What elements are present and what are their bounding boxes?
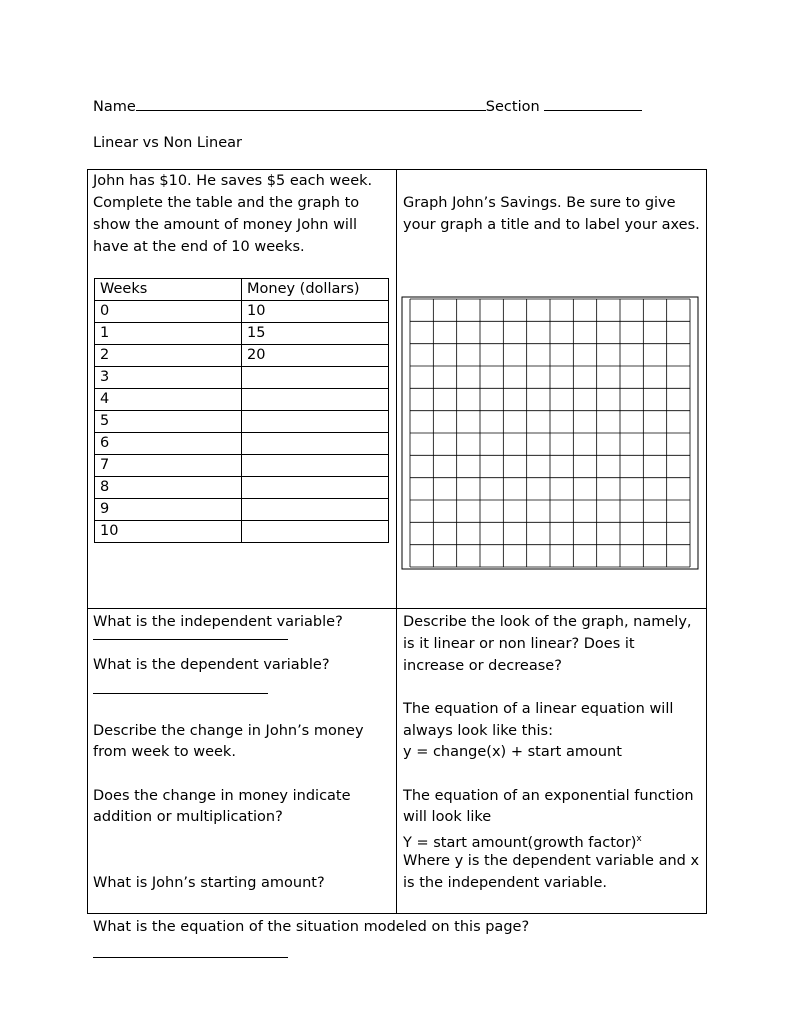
dependent-variable-blank[interactable] xyxy=(93,693,268,694)
graph-grid[interactable] xyxy=(401,296,701,574)
table-row xyxy=(95,323,389,345)
table-row xyxy=(95,521,389,543)
starting-amount-question: What is John’s starting amount? xyxy=(93,875,325,891)
week-cell: 4 xyxy=(95,389,242,411)
header-weeks: Weeks xyxy=(95,279,242,301)
section-label: Section xyxy=(485,99,540,115)
table-row xyxy=(95,411,389,433)
dependent-variable-question: What is the dependent variable? xyxy=(93,657,330,673)
column-divider xyxy=(396,169,397,913)
table-row xyxy=(95,367,389,389)
change-question: from week to week. xyxy=(93,744,236,760)
table-row xyxy=(95,301,389,323)
week-cell: 9 xyxy=(95,499,242,521)
graph-instruction-line: your graph a title and to label your axes. xyxy=(403,217,700,233)
table-row xyxy=(95,499,389,521)
table-row xyxy=(95,433,389,455)
week-cell: 5 xyxy=(95,411,242,433)
week-cell: 6 xyxy=(95,433,242,455)
week-cell: 0 xyxy=(95,301,242,323)
note-line: increase or decrease? xyxy=(403,658,562,674)
note-line: The equation of a linear equation will xyxy=(403,701,674,717)
table-header-row xyxy=(95,279,389,301)
money-cell[interactable] xyxy=(242,411,389,433)
operation-question: Does the change in money indicate xyxy=(93,788,351,804)
change-question: Describe the change in John’s money xyxy=(93,723,364,739)
note-line: Describe the look of the graph, namely, xyxy=(403,614,692,630)
name-line xyxy=(93,96,642,116)
problem-line: have at the end of 10 weeks. xyxy=(93,239,305,255)
independent-variable-question: What is the independent variable? xyxy=(93,614,343,630)
money-cell[interactable] xyxy=(242,455,389,477)
equation-blank[interactable] xyxy=(93,957,288,958)
money-cell[interactable] xyxy=(242,389,389,411)
money-cell[interactable] xyxy=(242,521,389,543)
note-line: The equation of an exponential function xyxy=(403,788,694,804)
money-cell[interactable] xyxy=(242,499,389,521)
problem-line: show the amount of money John will xyxy=(93,217,358,233)
table-row xyxy=(95,345,389,367)
money-cell[interactable] xyxy=(242,367,389,389)
independent-variable-blank[interactable] xyxy=(93,639,288,640)
money-cell[interactable]: 20 xyxy=(242,345,389,367)
page-title: Linear vs Non Linear xyxy=(93,135,243,151)
note-line: Where y is the dependent variable and x xyxy=(403,853,700,869)
row-divider xyxy=(87,608,706,609)
money-cell[interactable]: 10 xyxy=(242,301,389,323)
savings-table xyxy=(94,278,389,543)
name-label: Name xyxy=(93,99,136,115)
exponential-equation-base: Y = start amount(growth factor) xyxy=(403,834,637,851)
exponent: x xyxy=(636,834,642,844)
table-row xyxy=(95,477,389,499)
graph-instruction-line: Graph John’s Savings. Be sure to give xyxy=(403,195,676,211)
note-line: is the independent variable. xyxy=(403,875,607,891)
operation-question: addition or multiplication? xyxy=(93,809,283,825)
table-row xyxy=(95,455,389,477)
equation-question: What is the equation of the situation modeled on this page? xyxy=(93,919,530,935)
week-cell: 2 xyxy=(95,345,242,367)
table-row xyxy=(95,389,389,411)
problem-line: Complete the table and the graph to xyxy=(93,195,360,211)
week-cell: 8 xyxy=(95,477,242,499)
note-line: always look like this: xyxy=(403,723,553,739)
problem-line: John has $10. He saves $5 each week. xyxy=(93,173,373,189)
week-cell: 3 xyxy=(95,367,242,389)
section-blank[interactable] xyxy=(544,96,642,111)
note-line: will look like xyxy=(403,809,492,825)
money-cell[interactable] xyxy=(242,477,389,499)
note-line: is it linear or non linear? Does it xyxy=(403,636,635,652)
name-blank[interactable] xyxy=(136,96,486,111)
exponential-equation xyxy=(403,830,642,852)
money-cell[interactable]: 15 xyxy=(242,323,389,345)
header-money: Money (dollars) xyxy=(242,279,389,301)
week-cell: 1 xyxy=(95,323,242,345)
money-cell[interactable] xyxy=(242,433,389,455)
week-cell: 7 xyxy=(95,455,242,477)
linear-equation: y = change(x) + start amount xyxy=(403,744,622,760)
week-cell: 10 xyxy=(95,521,242,543)
